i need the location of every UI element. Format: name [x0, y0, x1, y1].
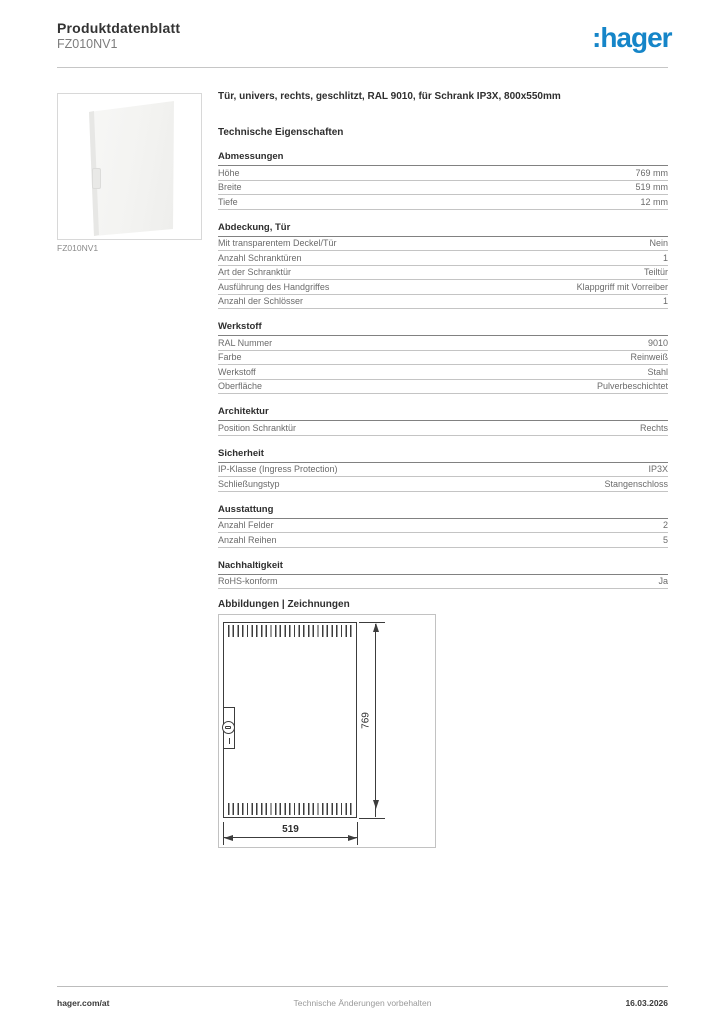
- spec-section-title: Sicherheit: [218, 448, 668, 463]
- spec-row: [218, 533, 668, 548]
- spec-row-label: Farbe: [218, 352, 242, 363]
- spec-row-label: RoHS-konform: [218, 576, 278, 587]
- spec-row-value: 9010: [647, 337, 668, 348]
- spec-row-value: Stahl: [647, 366, 668, 377]
- spec-row-label: Anzahl Reihen: [218, 534, 277, 545]
- arrow-right-icon: [348, 835, 357, 841]
- spec-section-title: Abdeckung, Tür: [218, 222, 668, 237]
- header-divider: [57, 67, 668, 68]
- technical-properties-heading: Technische Eigenschaften: [218, 127, 344, 138]
- spec-row-value: Nein: [649, 238, 668, 249]
- drawing-door-outline: [223, 622, 357, 818]
- dim-extension-line: [359, 818, 385, 819]
- spec-row: [218, 351, 668, 366]
- spec-row-value: 519 mm: [635, 182, 668, 193]
- footer-date: 16.03.2026: [625, 998, 668, 1008]
- spec-row: [218, 251, 668, 266]
- spec-row-label: Anzahl Felder: [218, 520, 274, 531]
- spec-row: [218, 477, 668, 492]
- arrow-down-icon: [373, 800, 379, 809]
- spec-section: [218, 560, 668, 590]
- spec-row-label: Art der Schranktür: [218, 267, 292, 278]
- drawing-vent-slots-top: [228, 625, 352, 637]
- spec-row: [218, 195, 668, 210]
- spec-row-label: Breite: [218, 182, 242, 193]
- spec-row-label: RAL Nummer: [218, 337, 273, 348]
- drawing-lock-handle: [223, 707, 235, 749]
- spec-row-label: Ausführung des Handgriffes: [218, 281, 330, 292]
- spec-section: [218, 151, 668, 210]
- arrow-left-icon: [224, 835, 233, 841]
- spec-row-value: IP3X: [648, 464, 668, 475]
- spec-row-label: Position Schranktür: [218, 422, 297, 433]
- spec-row-value: 1: [662, 296, 668, 307]
- spec-row: [218, 575, 668, 590]
- spec-row-value: Pulverbeschichtet: [596, 381, 668, 392]
- height-dimension-line: [375, 624, 376, 817]
- spec-row-value: 1: [662, 252, 668, 263]
- drawing-lock-cylinder: [222, 721, 235, 734]
- spec-row-value: Rechts: [639, 422, 668, 433]
- width-dimension-label: 519: [282, 824, 299, 835]
- footer-website: hager.com/at: [57, 998, 110, 1008]
- spec-section: [218, 406, 668, 436]
- footer-disclaimer: Technische Änderungen vorbehalten: [293, 998, 432, 1008]
- spec-row-value: Ja: [658, 576, 668, 587]
- height-dimension-label: 769: [360, 712, 372, 729]
- drawing-vent-slots-bottom: [228, 803, 352, 815]
- spec-row: [218, 463, 668, 478]
- spec-row-value: Reinweiß: [630, 352, 668, 363]
- spec-section: [218, 321, 668, 394]
- spec-row-label: Höhe: [218, 167, 240, 178]
- product-photo-door: [58, 94, 201, 239]
- drawings-heading: Abbildungen | Zeichnungen: [218, 599, 350, 610]
- spec-row-value: 2: [662, 520, 668, 531]
- spec-row-label: Oberfläche: [218, 381, 263, 392]
- spec-row: [218, 237, 668, 252]
- product-reference: FZ010NV1: [57, 37, 118, 51]
- spec-row: [218, 280, 668, 295]
- product-photo-handle: [92, 168, 101, 189]
- product-photo-caption: FZ010NV1: [57, 243, 99, 253]
- spec-row-value: Klappgriff mit Vorreiber: [576, 281, 668, 292]
- product-description: Tür, univers, rechts, geschlitzt, RAL 9010, für Schrank IP3X, 800x550mm: [218, 91, 561, 102]
- spec-section: [218, 222, 668, 310]
- spec-section-title: Nachhaltigkeit: [218, 560, 668, 575]
- spec-row: [218, 181, 668, 196]
- footer-divider: [57, 986, 668, 987]
- arrow-up-icon: [373, 623, 379, 632]
- spec-row: [218, 266, 668, 281]
- spec-section: [218, 448, 668, 492]
- spec-section-title: Ausstattung: [218, 504, 668, 519]
- spec-row-label: Anzahl Schranktüren: [218, 252, 302, 263]
- dimension-drawing: [218, 614, 436, 848]
- spec-row: [218, 365, 668, 380]
- product-photo-frame: [57, 93, 202, 240]
- spec-row-value: 769 mm: [635, 167, 668, 178]
- spec-row-value: Stangenschloss: [604, 478, 668, 489]
- spec-row-label: Tiefe: [218, 196, 238, 207]
- width-dimension-line: [223, 837, 358, 838]
- spec-row-label: Schließungstyp: [218, 478, 280, 489]
- spec-row: [218, 421, 668, 436]
- spec-row: [218, 295, 668, 310]
- spec-row: [218, 336, 668, 351]
- spec-sections: [218, 151, 668, 601]
- spec-row-value: 12 mm: [640, 196, 668, 207]
- hager-logo: :hager: [592, 22, 672, 53]
- spec-row-label: IP-Klasse (Ingress Protection): [218, 464, 338, 475]
- spec-row-label: Werkstoff: [218, 366, 256, 377]
- spec-section-title: Abmessungen: [218, 151, 668, 166]
- spec-section-title: Architektur: [218, 406, 668, 421]
- drawing-lock-keyhole: [225, 726, 231, 730]
- spec-row-label: Anzahl der Schlösser: [218, 296, 304, 307]
- drawing-lock-slot: [229, 738, 231, 744]
- spec-row-value: 5: [662, 534, 668, 545]
- spec-row-value: Teiltür: [643, 267, 668, 278]
- spec-section: [218, 504, 668, 548]
- spec-row: [218, 380, 668, 395]
- spec-section-title: Werkstoff: [218, 321, 668, 336]
- spec-row-label: Mit transparentem Deckel/Tür: [218, 238, 337, 249]
- page-title: Produktdatenblatt: [57, 20, 181, 36]
- spec-row: [218, 166, 668, 181]
- spec-row: [218, 519, 668, 534]
